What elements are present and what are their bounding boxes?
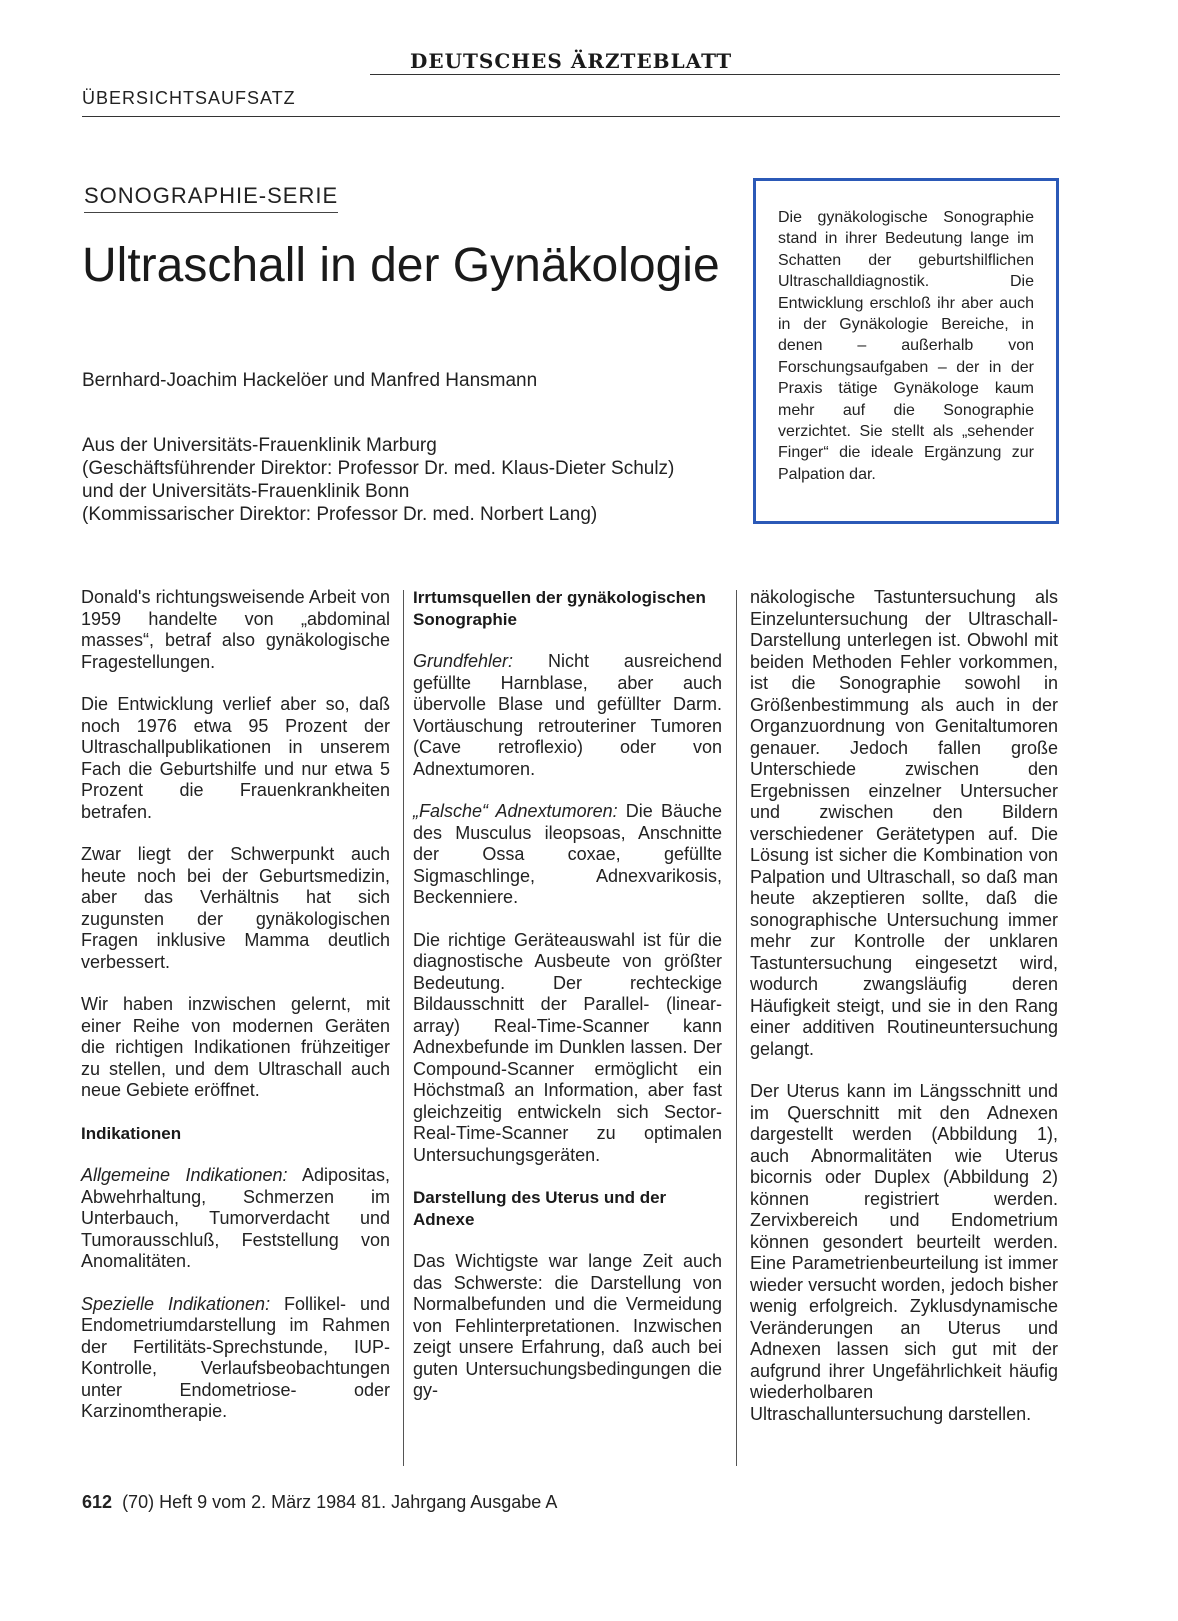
paragraph: Zwar liegt der Schwerpunkt auch heute noch bei der Geburtsmedizin, aber das Verhältnis hat sich zugunsten der gynäkologischen Fragen inklusive Mamma deutlich verbessert. <box>81 844 390 972</box>
section-heading-indikationen: Indikationen <box>81 1123 182 1143</box>
affiliation-line: (Geschäftsführender Direktor: Professor Dr. med. Klaus-Dieter Schulz) <box>82 458 675 479</box>
affiliation-line: und der Universitäts-Frauenklinik Bonn <box>82 481 410 502</box>
paragraph <box>413 801 722 909</box>
paragraph-lead: Grundfehler: <box>413 651 514 671</box>
section-heading-irrtumsquellen: Irrtumsquellen der gynäkologischen Sonographie <box>413 588 706 629</box>
author-affiliation <box>82 434 674 526</box>
abstract-text: Die gynäkologische Sonographie stand in ihrer Bedeutung lange im Schatten der geburtshilflichen Ultraschalldiagnostik. Die Entwicklung erschloß ihr aber auch in der Gynäkologie Bereiche, in denen – außerhalb von Forschungsaufgaben – der in der Praxis tätige Gynäkologe kaum mehr auf die Sonographie verzichtet. Sie stellt als „sehender Finger“ die ideale Ergänzung zur Palpation dar. <box>778 209 1034 483</box>
paragraph-text: Adipositas, Abwehrhaltung, Schmerzen im Unterbauch, Tumorverdacht und Tumorausschluß, Feststellung von Anomalitäten. <box>81 1165 390 1271</box>
paragraph-lead: Spezielle Indikationen: <box>81 1293 271 1314</box>
series-label: SONOGRAPHIE-SERIE <box>84 183 338 213</box>
paragraph: näkologische Tastuntersuchung als Einzeluntersuchung der Ultraschall-Darstellung unterlegen ist. Obwohl mit beiden Methoden Fehler vorkommen, ist die Sonographie sowohl in Größenbestimmung als auch in der Organzuordnung von Genitaltumoren genauer. Jedoch fallen große Unterschiede zwischen den Ergebnissen einzelner Untersucher und zwischen den Bildern verschiedener Gerätetypen auf. Die Lösung ist sicher die Kombination von Palpation und Ultraschall, so daß man heute akzeptieren sollte, daß die sonographische Untersuchung immer mehr zur Kontrolle der unklaren Tastuntersuchung eingesetzt wird, wodurch zwangsläufig deren Häufigkeit steigt, und sie in den Rang einer additiven Routineuntersuchung gelangt. <box>750 587 1058 1059</box>
paragraph-text: Follikel- und Endometriumdarstellung im Rahmen der Fertilitäts-Sprechstunde, IUP-Kontrolle, Verlaufsbeobachtungen unter Endometriose- oder Karzinomtherapie. <box>81 1293 391 1421</box>
paragraph: Der Uterus kann im Längsschnitt und im Querschnitt mit den Adnexen dargestellt werden (Abbildung 1), auch Abnormalitäten wie Uterus bicornis oder Duplex (Abbildung 2) können registriert werden. Zervixbereich und Endometrium können gesondert beurteilt werden. Eine Parametrienbeurteilung ist immer wieder versucht worden, jedoch bisher wenig erfolgreich. Zyklusdynamische Veränderungen an Uterus und Adnexen lassen sich gut mit der aufgrund ihrer Ungefährlichkeit häufig wiederholbaren Ultraschalluntersuchung darstellen. <box>750 1081 1058 1424</box>
paragraph-lead: Allgemeine Indikationen: <box>81 1165 288 1185</box>
abstract-box <box>753 178 1059 524</box>
paragraph <box>81 1294 390 1423</box>
section-label: ÜBERSICHTSAUFSATZ <box>82 88 296 108</box>
affiliation-line: (Kommissarischer Direktor: Professor Dr. med. Norbert Lang) <box>82 504 598 525</box>
text-column-3 <box>750 587 1058 1425</box>
header-rule-bottom <box>82 116 1060 117</box>
paragraph: Das Wichtigste war lange Zeit auch das Schwerste: die Darstellung von Normalbefunden und die Vermeidung von Fehlinterpretationen. Inzwischen zeigt unsere Erfahrung, daß auch bei guten Untersuchungsbedingungen die gy- <box>413 1251 722 1400</box>
header-rule-top <box>370 74 1060 75</box>
text-column-1 <box>81 587 390 1423</box>
page-footer <box>82 1492 557 1513</box>
paragraph: Donald's richtungsweisende Arbeit von 1959 handelte von „abdominal masses“, betraf also gynäkologische Fragestellungen. <box>81 587 390 672</box>
paragraph: Die richtige Geräteauswahl ist für die diagnostische Ausbeute von größter Bedeutung. Der rechteckige Bildausschnitt der Parallel- (linear-array) Real-Time-Scanner kann Adnexbefunde im Dunklen lassen. Der Compound-Scanner ermöglicht ein Höchstmaß an Information, aber fast gleichzeitig entwickeln sich Sector-Real-Time-Scanner zu optimalen Untersuchungsgeräten. <box>413 929 722 1165</box>
text-column-2 <box>413 587 722 1402</box>
paragraph-lead: „Falsche“ Adnextumoren: <box>413 801 618 821</box>
paragraph: Die Entwicklung verlief aber so, daß noch 1976 etwa 95 Prozent der Ultraschallpublikationen in unserem Fach die Geburtshilfe und nur etwa 5 Prozent die Frauenkrankheiten betrafen. <box>81 694 390 822</box>
paragraph <box>81 1165 390 1273</box>
column-divider <box>736 590 737 1466</box>
paragraph <box>413 651 722 780</box>
journal-masthead: DEUTSCHES ÄRZTEBLATT <box>410 49 733 73</box>
article-authors: Bernhard-Joachim Hackelöer und Manfred Hansmann <box>82 370 538 391</box>
affiliation-line: Aus der Universitäts-Frauenklinik Marburg <box>82 435 437 456</box>
article-title: Ultraschall in der Gynäkologie <box>82 239 720 292</box>
page-number: 612 <box>82 1492 113 1512</box>
paragraph-text: Nicht ausreichend gefüllte Harnblase, aber auch übervolle Blase und gefüllter Darm. Vortäuschung retrouteriner Tumoren (Cave retroflexio) oder von Adnextumoren. <box>413 651 722 779</box>
section-heading-darstellung: Darstellung des Uterus und der Adnexe <box>413 1188 667 1229</box>
paragraph-text: Die Bäuche des Musculus ileopsoas, Anschnitte der Ossa coxae, gefüllte Sigmaschlinge, Adnexvarikosis, Beckenniere. <box>413 801 722 907</box>
issue-info: (70) Heft 9 vom 2. März 1984 81. Jahrgang Ausgabe A <box>122 1492 558 1512</box>
column-divider <box>403 590 404 1466</box>
paragraph: Wir haben inzwischen gelernt, mit einer Reihe von modernen Geräten die richtigen Indikationen frühzeitiger zu stellen, und dem Ultraschall auch neue Gebiete eröffnet. <box>81 994 390 1100</box>
